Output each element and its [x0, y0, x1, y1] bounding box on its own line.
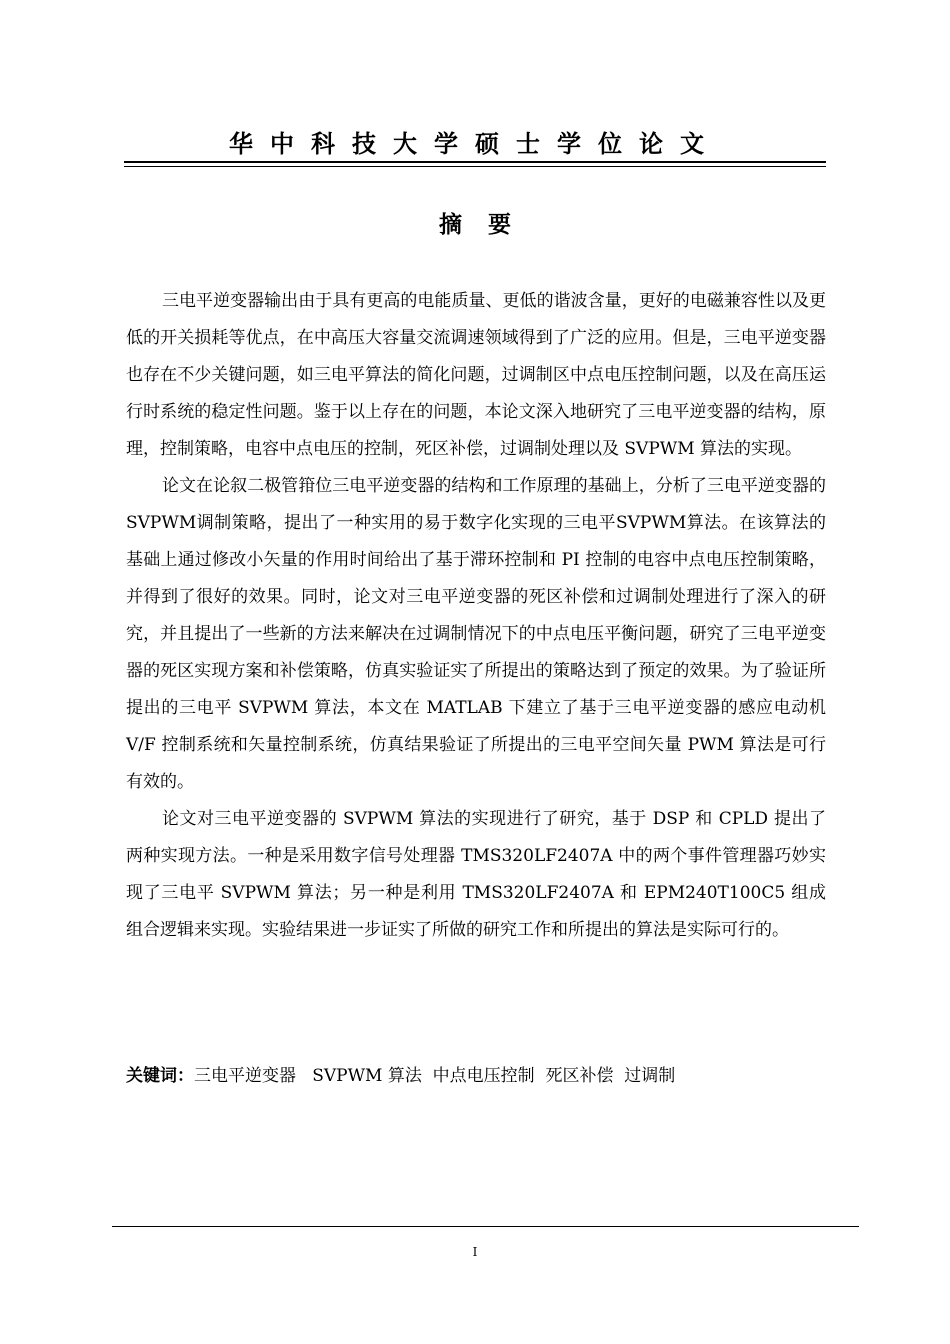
abstract-paragraph-2: 论文在论叙二极管箝位三电平逆变器的结构和工作原理的基础上，分析了三电平逆变器的SVPWM调制策略，提出了一种实用的易于数字化实现的三电平SVPWM算法。在该算法的基础上通过修改小矢量的作用时间给出了基于滞环控制和 PI 控制的电容中点电压控制策略，并得到了很好的效果。同时，论文对三电平逆变器的死区补偿和过调制处理进行了深入的研究，并且提出了一些新的方法来解决在过调制情况下的中点电压平衡问题，研究了三电平逆变器的死区实现方案和补偿策略，仿真实验证实了所提出的策略达到了预定的效果。为了验证所提出的三电平 SVPWM 算法，本文在 MATLAB 下建立了基于三电平逆变器的感应电动机 V/F 控制系统和矢量控制系统，仿真结果验证了所提出的三电平空间矢量 PWM 算法是可行有效的。: [126, 476, 826, 792]
page-number: I: [472, 1245, 478, 1259]
abstract-paragraph-3: 论文对三电平逆变器的 SVPWM 算法的实现进行了研究，基于 DSP 和 CPLD 提出了两种实现方法。一种是采用数字信号处理器 TMS320LF2407A 中的两个事件管理器巧妙实现了三电平 SVPWM 算法；另一种是利用 TMS320LF2407A 和 EPM240T100C5 组成组合逻辑来实现。实验结果进一步证实了所做的研究工作和所提出的算法是实际可行的。: [126, 809, 826, 940]
abstract-heading: 摘要: [439, 211, 537, 238]
header-rule-thin: [124, 166, 826, 167]
abstract-paragraph-1: 三电平逆变器输出由于具有更高的电能质量、更低的谐波含量，更好的电磁兼容性以及更低的开关损耗等优点，在中高压大容量交流调速领域得到了广泛的应用。但是，三电平逆变器也存在不少关键问题，如三电平算法的简化问题，过调制区中点电压控制问题，以及在高压运行时系统的稳定性问题。鉴于以上存在的问题，本论文深入地研究了三电平逆变器的结构，原理，控制策略，电容中点电压的控制，死区补偿，过调制处理以及 SVPWM 算法的实现。: [126, 291, 826, 459]
footer-rule: [112, 1226, 859, 1227]
keywords-label: 关键词：: [126, 1066, 194, 1086]
keywords-items: 三电平逆变器 SVPWM 算法 中点电压控制 死区补偿 过调制: [194, 1066, 676, 1086]
abstract-body: [126, 283, 826, 949]
running-header-title: 华中科技大学硕士学位论文: [229, 129, 721, 158]
keywords-line: [126, 1059, 826, 1093]
header-rule-thick: [124, 161, 826, 163]
